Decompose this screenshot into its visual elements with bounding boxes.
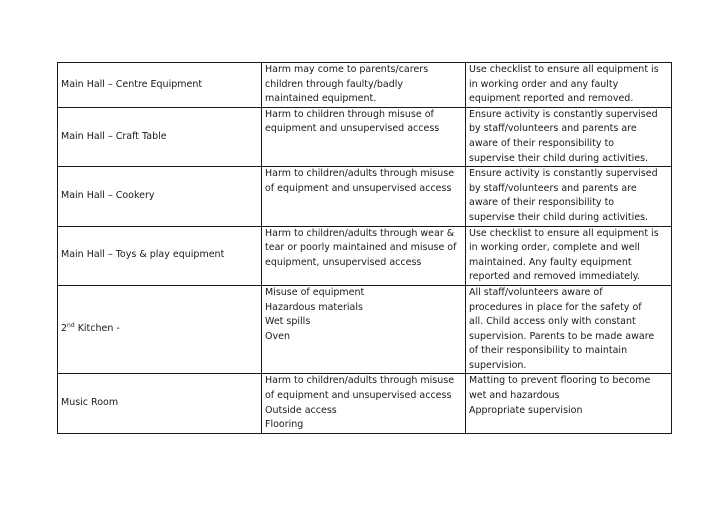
area-cell: Music Room xyxy=(58,374,262,433)
control-cell: Ensure activity is constantly supervised by staff/volunteers and parents are aware of their responsibility to supervise their child during activities. xyxy=(466,167,672,226)
area-cell: Main Hall – Toys & play equipment xyxy=(58,226,262,285)
hazard-cell: Harm may come to parents/carers children through faulty/badly maintained equipment. xyxy=(262,63,466,108)
area-number: 2 xyxy=(61,323,68,335)
area-cell: Main Hall – Craft Table xyxy=(58,107,262,166)
hazard-cell: Harm to children/adults through misuse of equipment and unsupervised access xyxy=(262,167,466,226)
control-cell: Use checklist to ensure all equipment is in working order, complete and well maintained. Any faulty equipment reported and removed immediately. xyxy=(466,226,672,285)
hazard-cell: Harm to children/adults through wear & tear or poorly maintained and misuse of equipment, unsupervised access xyxy=(262,226,466,285)
table-row xyxy=(58,374,672,433)
area-name: Kitchen - xyxy=(74,323,120,335)
table-row xyxy=(58,167,672,226)
table-row xyxy=(58,107,672,166)
table-row xyxy=(58,226,672,285)
risk-assessment-table xyxy=(57,62,672,434)
area-ordinal-suffix: nd xyxy=(67,322,75,330)
table-row xyxy=(58,63,672,108)
area-cell xyxy=(58,285,262,374)
control-cell: Use checklist to ensure all equipment is in working order and any faulty equipment reported and removed. xyxy=(466,63,672,108)
table-row xyxy=(58,285,672,374)
hazard-cell: Misuse of equipment Hazardous materials Wet spills Oven xyxy=(262,285,466,374)
hazard-cell: Harm to children/adults through misuse of equipment and unsupervised access Outside access Flooring xyxy=(262,374,466,433)
hazard-cell: Harm to children through misuse of equipment and unsupervised access xyxy=(262,107,466,166)
control-cell: Matting to prevent flooring to become wet and hazardous Appropriate supervision xyxy=(466,374,672,433)
control-cell: Ensure activity is constantly supervised by staff/volunteers and parents are aware of their responsibility to supervise their child during activities. xyxy=(466,107,672,166)
area-cell: Main Hall – Cookery xyxy=(58,167,262,226)
area-cell: Main Hall – Centre Equipment xyxy=(58,63,262,108)
control-cell: All staff/volunteers aware of procedures in place for the safety of all. Child access only with constant supervision. Parents to be made aware of their responsibility to maintain supervision. xyxy=(466,285,672,374)
